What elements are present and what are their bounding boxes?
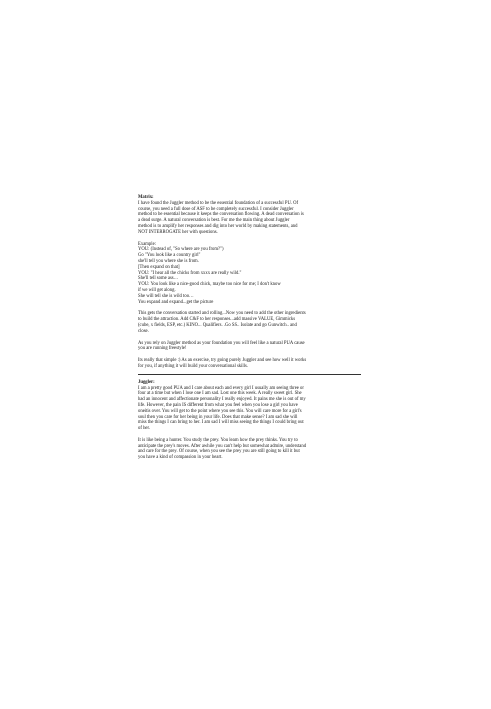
text-line: if we will get along.	[138, 287, 176, 293]
text-line: oneitis over. You will get to the point where you see this. You will care more for a girl's	[138, 408, 302, 414]
paragraph	[138, 311, 361, 334]
text-line: soul then you care for her being in your life. Does that make sense? I am sad she will	[138, 414, 298, 420]
text-line: Its really that simple :) As an exercise, try going purely Juggler and see how well it works	[138, 358, 307, 364]
text-line: you are running freestyle!	[138, 346, 187, 352]
paragraph	[138, 358, 361, 370]
text-line: a dead surge. A natural conversation is best. For me the main thing about Juggler	[138, 218, 290, 224]
text-line: Go "You look like a country girl"	[138, 253, 201, 259]
text-line: four at a time but when I lose one I am sad. Lost one this week. A really sweet girl. She	[138, 391, 302, 397]
section-heading: Matrix:	[138, 195, 154, 200]
text-line: I have found the Juggler method to be the essential foundation of a successful PU. Of	[138, 200, 299, 206]
section-divider	[138, 374, 361, 375]
text-line: NOT INTERROGATE her with questions.	[138, 229, 218, 235]
paragraph	[138, 201, 361, 236]
text-line: she'll tell you where she is from.	[138, 258, 199, 264]
text-line: This gets the conversation started and rolling...Now you need to add the other ingredients	[138, 311, 306, 317]
text-line: life. However, the pain IS different from what you feel when you lose a girl you have	[138, 402, 298, 408]
text-line: anticipate the prey's moves. After awhile you can't help but somewhat admire, understand	[138, 443, 307, 449]
text-line: close.	[138, 328, 149, 334]
text-line: YOU: You look like a nice-good chick, maybe too nice for me; I don't know	[138, 282, 281, 288]
text-line: to build the attraction. Add C&F to her responses...add massive VALUE, Gimmicks	[138, 317, 296, 323]
text-line: method to be essential because it keeps the conversation flowing. A dead conversation is	[138, 212, 304, 218]
text-line: It is like being a hunter. You study the prey. You learn how the prey thinks. You try to	[138, 437, 298, 443]
text-line: had an innocent and affectionate personality I really enjoyed. It pains me she is out of my	[138, 397, 306, 403]
section-heading: Juggler:	[138, 379, 155, 385]
text-line: I am a pretty good PUA and I care about each and every girl I usually am seeing three or	[138, 385, 304, 391]
text-line: She'll tell some ass…	[138, 276, 179, 282]
text-line: miss the things I can bring to her. I am sad I will miss seeing the things I could bring out	[138, 420, 304, 426]
paragraph	[138, 341, 361, 353]
text-line: You expand and expand...get the picture	[138, 299, 214, 305]
paragraph	[138, 242, 361, 306]
paragraph	[138, 438, 361, 461]
text-line: As you rely on Juggler method as your foundation you will feel like a natural PUA cause	[138, 340, 305, 346]
text-line: of her.	[138, 426, 150, 432]
text-line: YOU: (Instead of, "So where are you from?")	[138, 247, 224, 253]
text-line: Example:	[138, 241, 156, 247]
text-line: [Then expand on that]	[138, 264, 180, 270]
text-line: (cube, x fields, ESP, etc.) KINO... Qualifiers. .Go SS.. Isolate and go Gunwitch.. and	[138, 322, 297, 328]
document-body	[138, 195, 361, 461]
text-line: for you, if anything it will build your conversational skills.	[138, 363, 249, 369]
paragraph	[138, 386, 361, 432]
text-line: method is to amplify her responses and dig into her world by making statements, and	[138, 223, 298, 229]
text-line: course, you need a full dose of ASF to be completely successful. I consider Juggler	[138, 206, 294, 212]
text-line: you have a kind of compassion in your heart.	[138, 455, 223, 461]
text-line: and care for the prey. Of course, when you see the prey you are still going to kill it but	[138, 449, 300, 455]
text-line: She will tell she is wild too…	[138, 293, 194, 299]
text-line: YOU: "I hear all the chicks from xxxx are really wild."	[138, 270, 242, 276]
